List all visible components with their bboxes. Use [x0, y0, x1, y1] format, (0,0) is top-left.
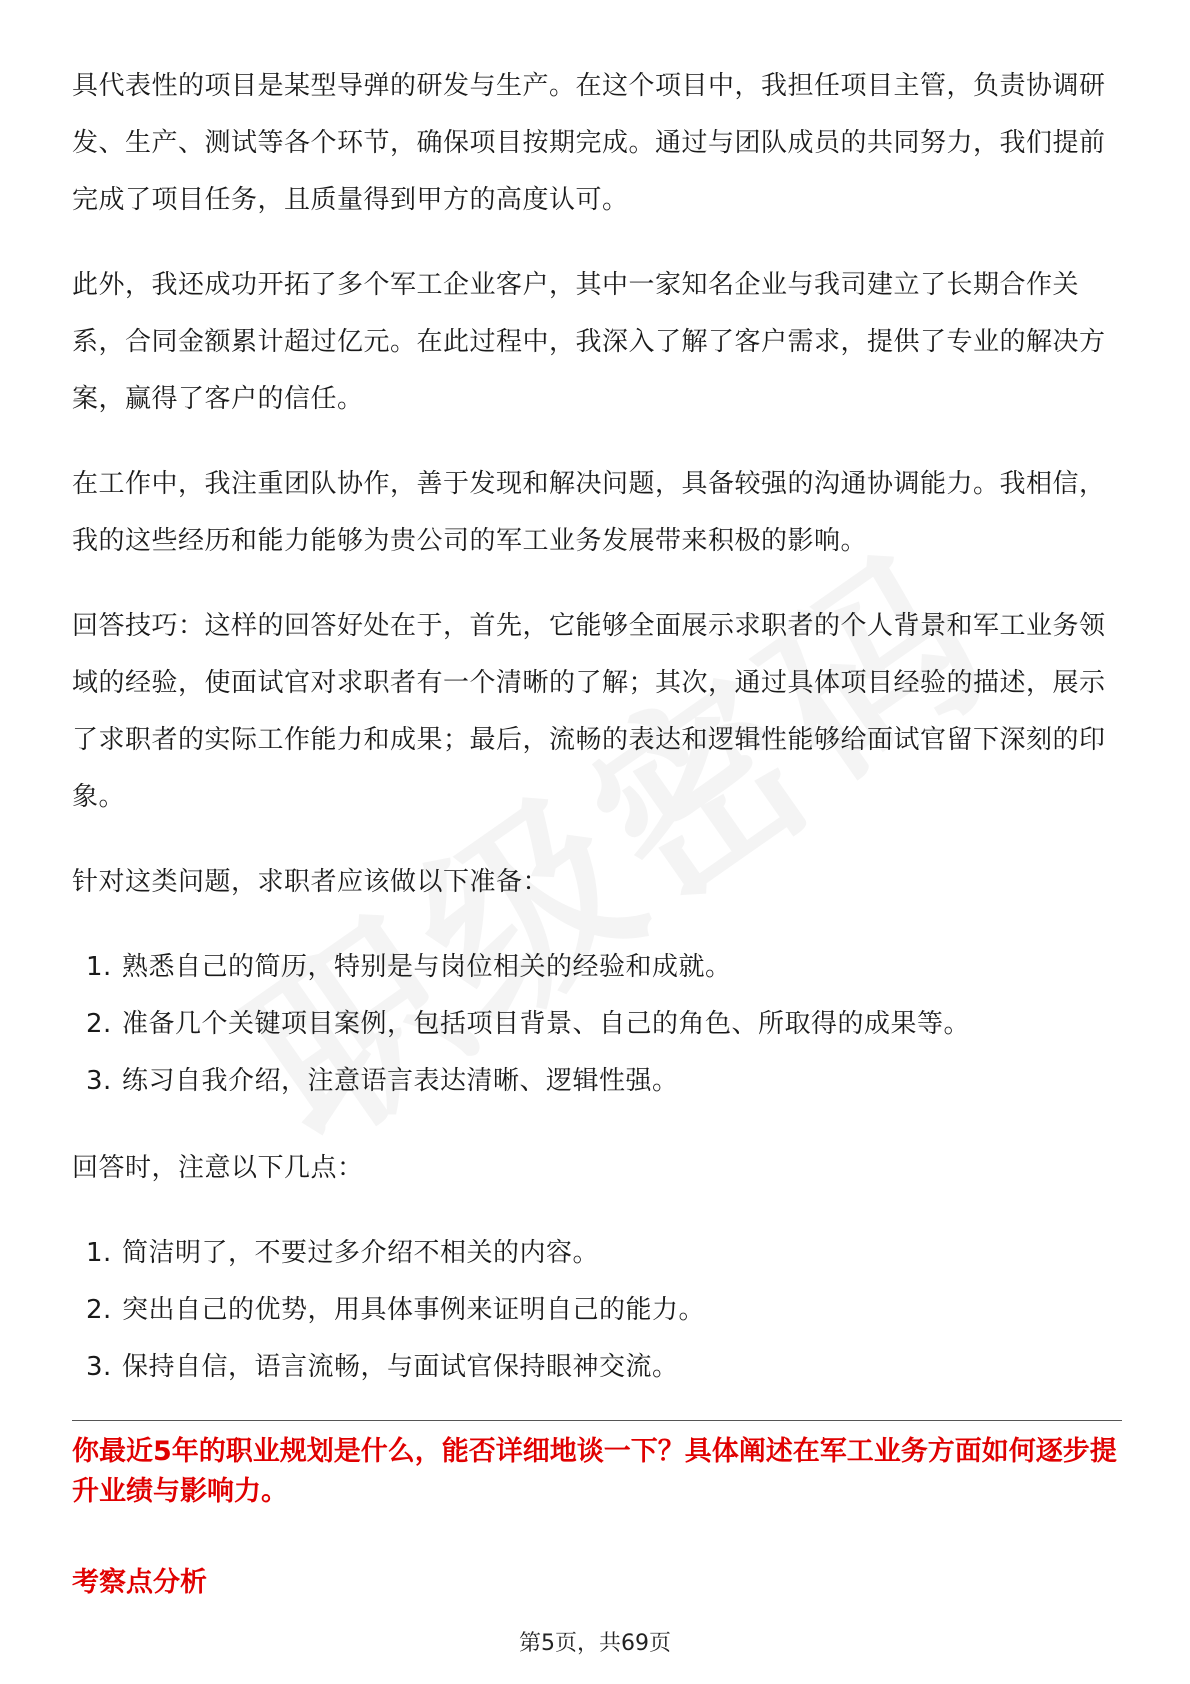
- body-content: [72, 58, 1122, 1426]
- list-item: [72, 996, 1122, 1053]
- paragraph-answer-intro: 回答时，注意以下几点：: [72, 1153, 364, 1183]
- paragraph-prep-intro: 针对这类问题，求职者应该做以下准备：: [72, 867, 550, 897]
- next-question-heading: 你最近5年的职业规划是什么，能否详细地谈一下？具体阐述在军工业务方面如何逐步提升业绩与影响力。: [72, 1436, 1117, 1507]
- list-number: 3.: [86, 1352, 112, 1382]
- list-item: [72, 1225, 1122, 1282]
- list-item: [72, 1339, 1122, 1396]
- paragraph-answer-tips: 回答技巧：这样的回答好处在于，首先，它能够全面展示求职者的个人背景和军工业务领域的经验，使面试官对求职者有一个清晰的了解；其次，通过具体项目经验的描述，展示了求职者的实际工作能力和成果；最后，流畅的表达和逻辑性能够给面试官留下深刻的印象。: [72, 611, 1106, 812]
- section-divider: [72, 1420, 1122, 1421]
- list-item: [72, 939, 1122, 996]
- list-text: 熟悉自己的简历，特别是与岗位相关的经验和成就。: [122, 952, 732, 982]
- prep-list: [72, 939, 1122, 1110]
- paragraph-project: 具代表性的项目是某型导弹的研发与生产。在这个项目中，我担任项目主管，负责协调研发、生产、测试等各个环节，确保项目按期完成。通过与团队成员的共同努力，我们提前完成了项目任务，且质量得到甲方的高度认可。: [72, 71, 1106, 215]
- list-item: [72, 1282, 1122, 1339]
- list-item: [72, 1053, 1122, 1110]
- list-text: 突出自己的优势，用具体事例来证明自己的能力。: [122, 1295, 706, 1325]
- list-text: 准备几个关键项目案例，包括项目背景、自己的角色、所取得的成果等。: [122, 1009, 971, 1039]
- list-text: 简洁明了，不要过多介绍不相关的内容。: [122, 1238, 600, 1268]
- list-number: 2.: [86, 1009, 112, 1039]
- paragraph-teamwork: 在工作中，我注重团队协作，善于发现和解决问题，具备较强的沟通协调能力。我相信，我的这些经历和能力能够为贵公司的军工业务发展带来积极的影响。: [72, 469, 1106, 556]
- list-number: 1.: [86, 952, 112, 982]
- answer-list: [72, 1225, 1122, 1396]
- list-text: 练习自我介绍，注意语言表达清晰、逻辑性强。: [122, 1066, 679, 1096]
- list-number: 3.: [86, 1066, 112, 1096]
- section-title: 考察点分析: [72, 1567, 207, 1598]
- page-number: 第5页，共69页: [519, 1631, 671, 1656]
- list-text: 保持自信，语言流畅，与面试官保持眼神交流。: [122, 1352, 679, 1382]
- list-number: 1.: [86, 1238, 112, 1268]
- list-number: 2.: [86, 1295, 112, 1325]
- paragraph-clients: 此外，我还成功开拓了多个军工企业客户，其中一家知名企业与我司建立了长期合作关系，合同金额累计超过亿元。在此过程中，我深入了解了客户需求，提供了专业的解决方案，赢得了客户的信任。: [72, 270, 1106, 414]
